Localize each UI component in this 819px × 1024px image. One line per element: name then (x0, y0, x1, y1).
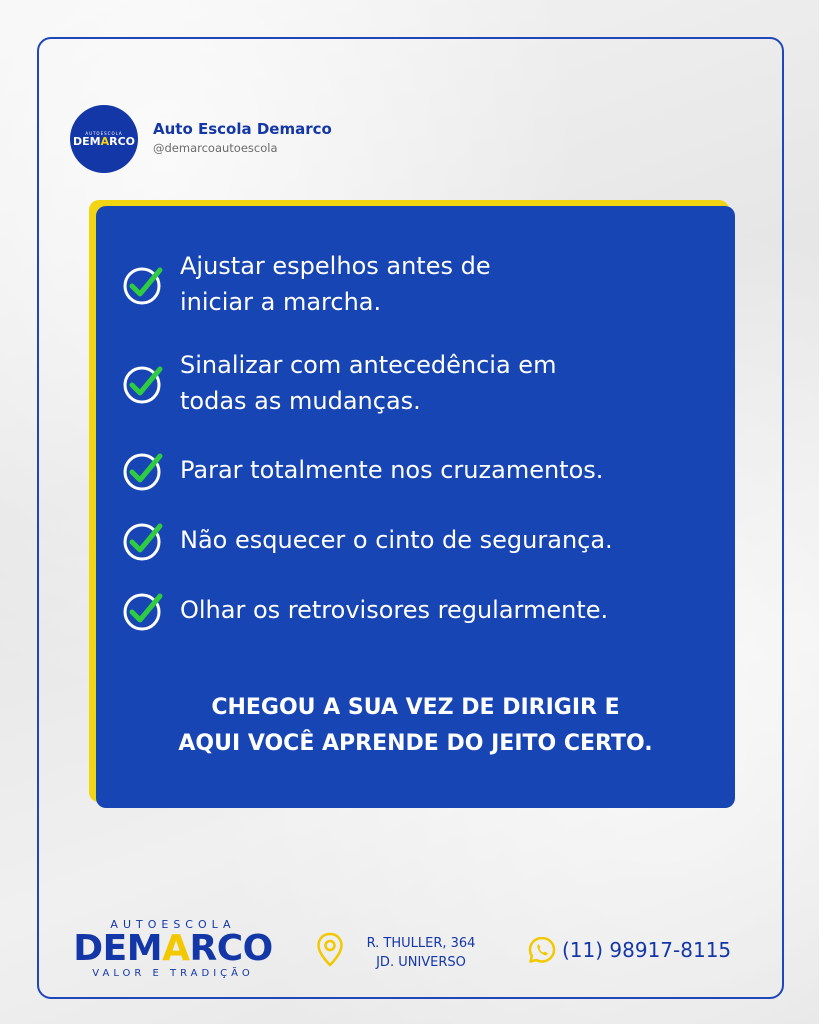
avatar-logo-text: DEMARCO (72, 134, 135, 148)
checklist-item (122, 518, 613, 562)
checklist-item-text: Ajustar espelhos antes de iniciar a marcha. (180, 252, 491, 316)
call-to-action-text: CHEGOU A SUA VEZ DE DIRIGIR E AQUI VOCÊ APRENDE DO JEITO CERTO. (178, 695, 653, 756)
profile-avatar[interactable] (70, 105, 138, 173)
checklist-item-text: Olhar os retrovisores regularmente. (180, 596, 609, 624)
brand-slogan: VALOR E TRADIÇÃO (92, 968, 254, 979)
brand-logo (70, 918, 276, 980)
checklist-item-text: Não esquecer o cinto de segurança. (180, 526, 613, 554)
phone-number[interactable]: (11) 98917-8115 (562, 938, 732, 962)
address-text[interactable]: R. THULLER, 364 JD. UNIVERSO (366, 936, 476, 970)
brand-top-text: AUTOESCOLA (110, 918, 236, 931)
checklist-item (122, 347, 556, 419)
account-handle[interactable]: @demarcoautoescola (153, 141, 278, 155)
checklist-item-text: Sinalizar com antecedência em todas as mudanças. (180, 351, 557, 415)
checklist-item (122, 248, 491, 320)
checklist-item (122, 588, 608, 632)
check-circle-icon (122, 588, 166, 632)
check-circle-icon (122, 361, 166, 405)
checklist-item-text: Parar totalmente nos cruzamentos. (180, 456, 604, 484)
location-pin-icon (316, 932, 344, 968)
brand-name: DEMARCO (73, 928, 273, 969)
avatar-small-text: AUTOESCOLA (85, 130, 123, 136)
check-circle-icon (122, 448, 166, 492)
checklist-item (122, 448, 603, 492)
whatsapp-icon (527, 935, 557, 965)
account-name[interactable]: Auto Escola Demarco (153, 120, 332, 138)
check-circle-icon (122, 262, 166, 306)
check-circle-icon (122, 518, 166, 562)
